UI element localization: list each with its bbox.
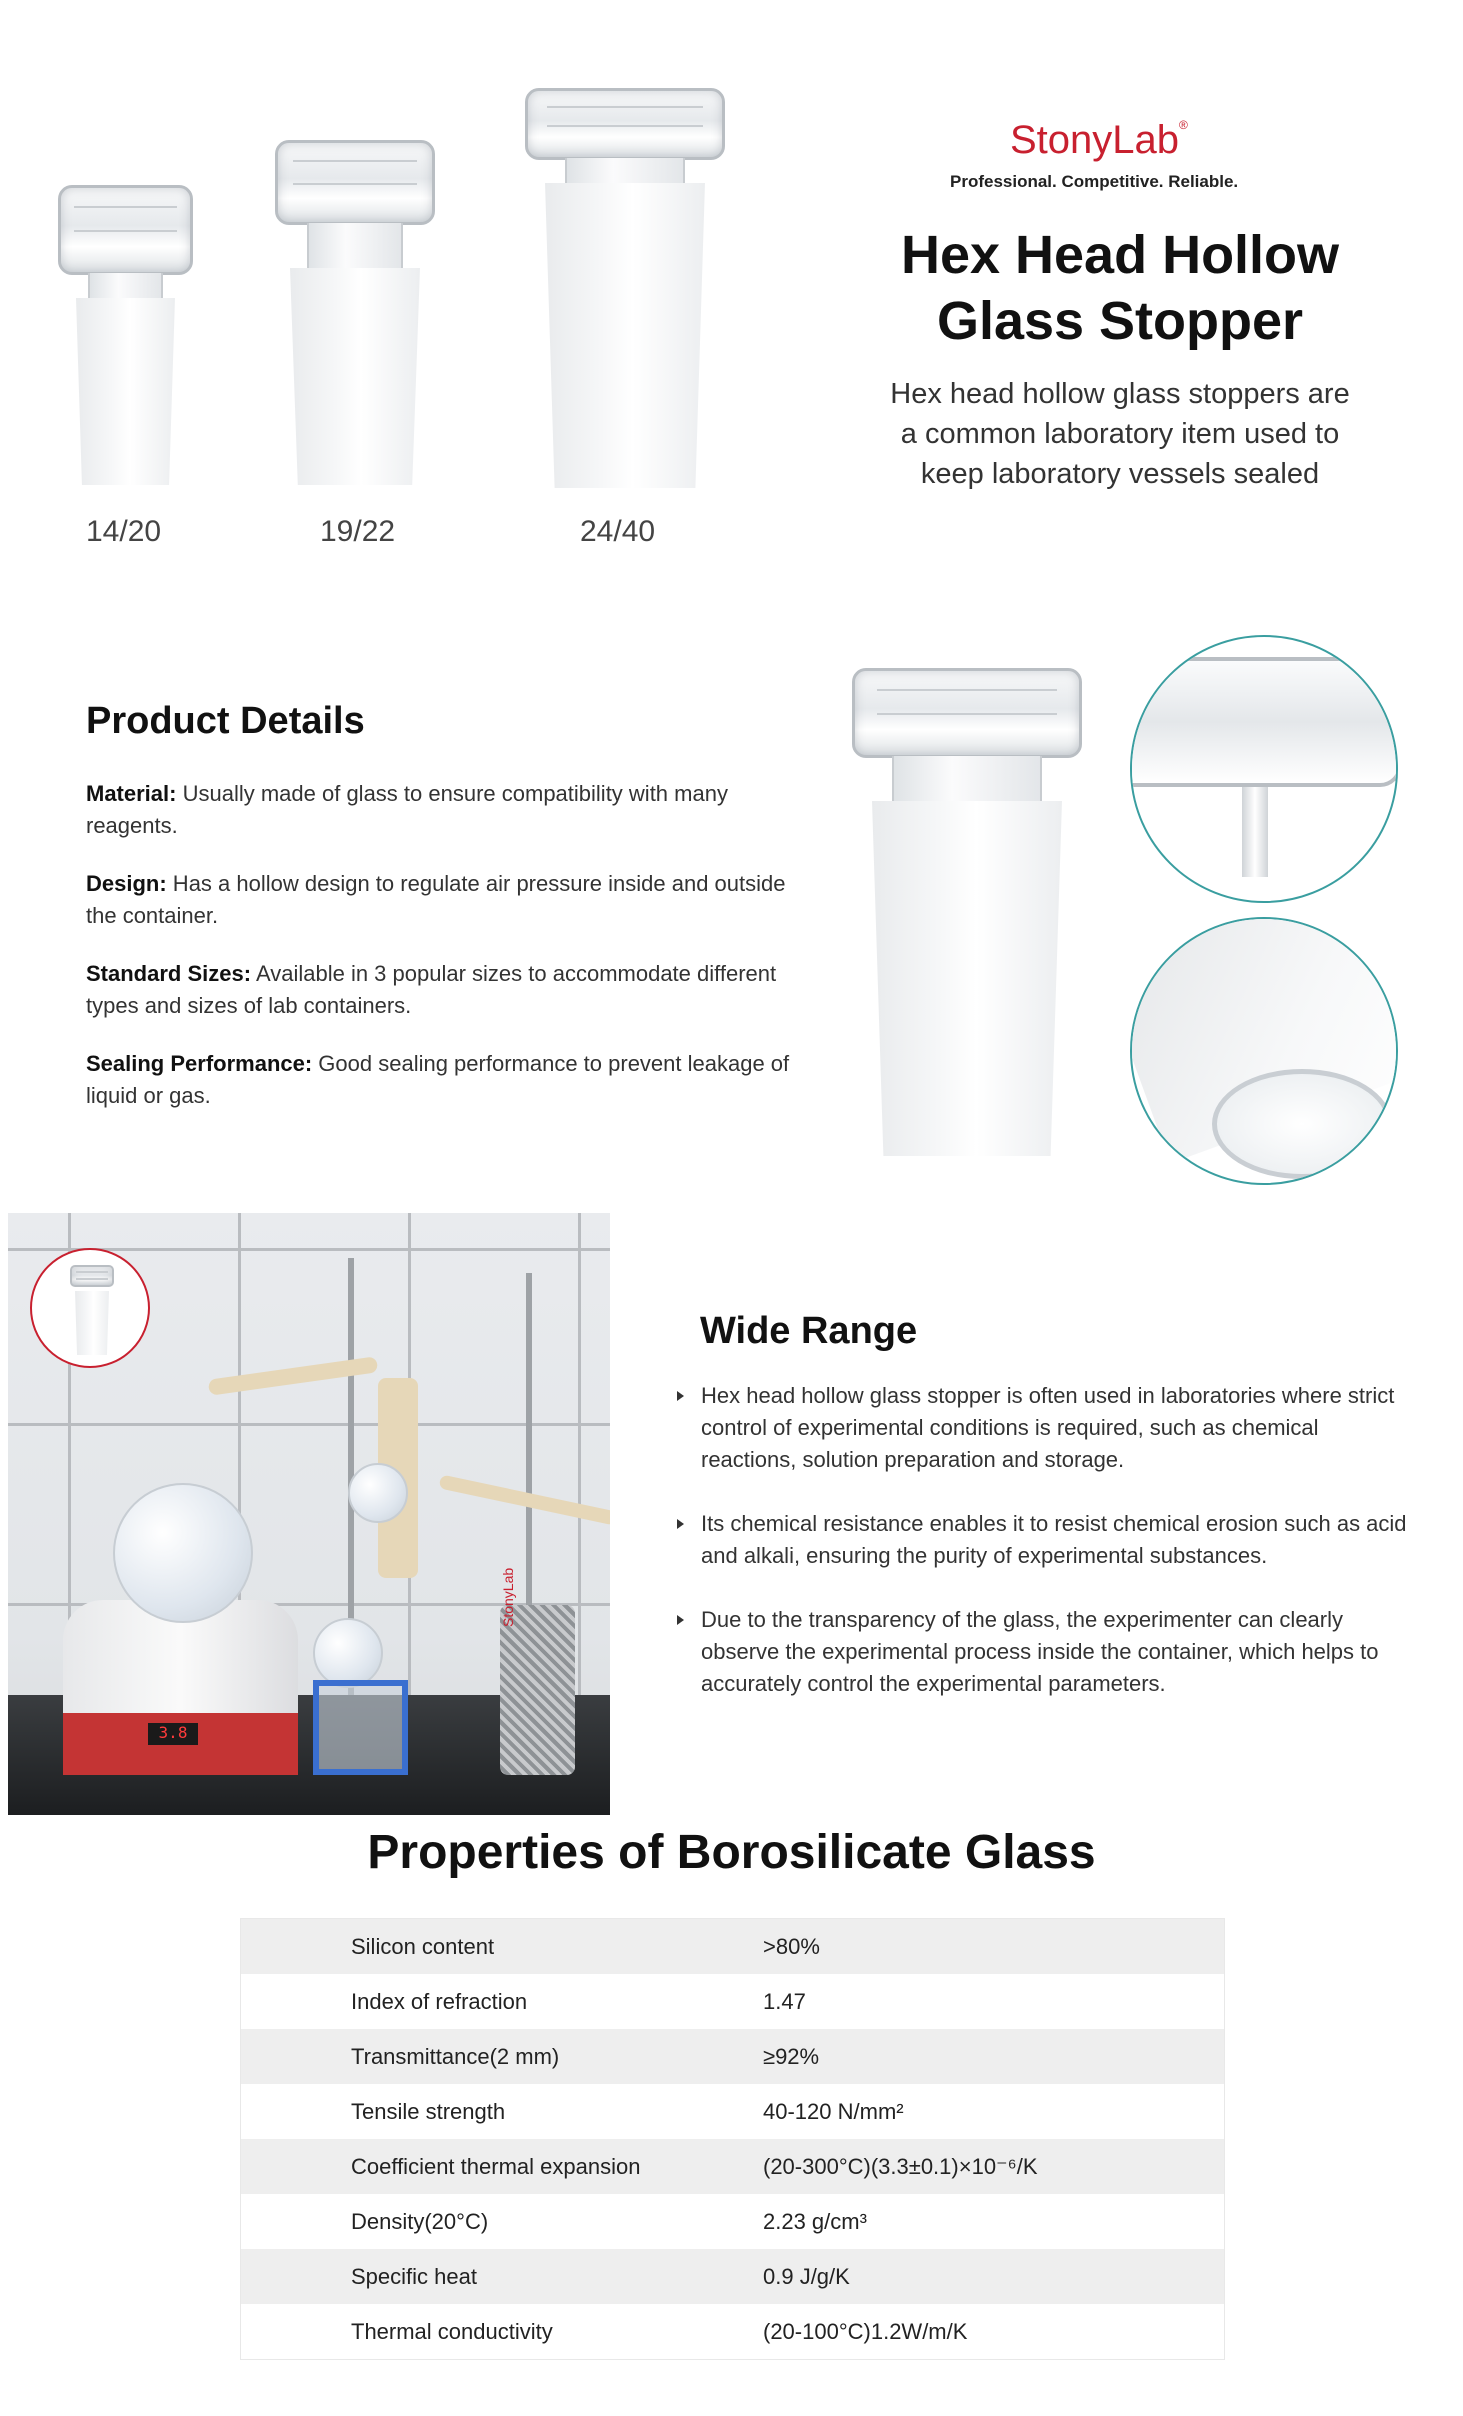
- properties-table: [240, 1918, 1225, 2360]
- stopper-19-22-image: [275, 140, 435, 485]
- detail-circle-cap: [1130, 635, 1398, 903]
- table-row: Specific heat 0.9 J/g/K: [241, 2249, 1224, 2304]
- neck-closeup-image: [1242, 787, 1268, 877]
- lab-photo-stopper-inset: [30, 1248, 150, 1368]
- stopper-24-40-image: [525, 88, 725, 488]
- detail-sealing-performance: Sealing Performance: Good sealing performance to prevent leakage of liquid or gas.: [86, 1051, 790, 1108]
- table-row: Coefficient thermal expansion (20-300°C)(3.3±0.1)×10⁻⁶/K: [241, 2139, 1224, 2194]
- table-row: Silicon content >80%: [241, 1919, 1224, 1974]
- table-row: Tensile strength 40-120 N/mm²: [241, 2084, 1224, 2139]
- registered-mark: ®: [1179, 118, 1188, 132]
- size-label-14-20: 14/20: [86, 515, 162, 548]
- heater-display: 3.8: [148, 1723, 198, 1745]
- intro-text: Hex head hollow glass stoppers are a common laboratory item used to keep laboratory vessels sealed: [890, 378, 1350, 490]
- wide-range-title: Wide Range: [700, 1310, 918, 1352]
- wide-range-bullet-2: Its chemical resistance enables it to resist chemical erosion such as acid and alkali, ensuring the purity of experimental substances.: [677, 1508, 1417, 1572]
- table-row: Transmittance(2 mm) ≥92%: [241, 2029, 1224, 2084]
- page-title: Hex Head Hollow Glass Stopper: [900, 225, 1340, 351]
- bullet-triangle-icon: [677, 1391, 684, 1401]
- detail-circle-bottom: [1130, 917, 1398, 1185]
- size-label-19-22: 19/22: [320, 515, 396, 548]
- product-details-title: Product Details: [86, 700, 365, 742]
- stopper-large-image: [852, 668, 1082, 1156]
- bottom-opening-image: [1212, 1069, 1392, 1179]
- can-brand-label: StonyLab: [500, 1567, 516, 1627]
- lab-setup-photo: [8, 1213, 610, 1815]
- wide-range-bullet-3: Due to the transparency of the glass, the experimenter can clearly observe the experimental process inside the container, which helps to accurately control the experimental parameters.: [677, 1604, 1417, 1700]
- brand-logo: StonyLab®: [1010, 118, 1188, 162]
- stopper-14-20-image: [58, 185, 193, 485]
- table-row: Thermal conductivity (20-100°C)1.2W/m/K: [241, 2304, 1224, 2359]
- inset-stopper-image: [70, 1265, 114, 1355]
- detail-material: Material: Usually made of glass to ensure compatibility with many reagents.: [86, 781, 728, 838]
- bullet-triangle-icon: [677, 1519, 684, 1529]
- brand-tagline: Professional. Competitive. Reliable.: [950, 172, 1239, 191]
- wide-range-bullet-1: Hex head hollow glass stopper is often used in laboratories where strict control of experimental conditions is required, such as chemical reactions, solution preparation and storage.: [677, 1380, 1417, 1476]
- detail-standard-sizes: Standard Sizes: Available in 3 popular sizes to accommodate different types and sizes of lab containers.: [86, 961, 777, 1018]
- size-label-24-40: 24/40: [580, 515, 656, 548]
- detail-design: Design: Has a hollow design to regulate air pressure inside and outside the container.: [86, 871, 786, 928]
- properties-title: Properties of Borosilicate Glass: [367, 1826, 1096, 1879]
- table-row: Density(20°C) 2.23 g/cm³: [241, 2194, 1224, 2249]
- table-row: Index of refraction 1.47: [241, 1974, 1224, 2029]
- cap-closeup-image: [1130, 657, 1398, 787]
- bullet-triangle-icon: [677, 1615, 684, 1625]
